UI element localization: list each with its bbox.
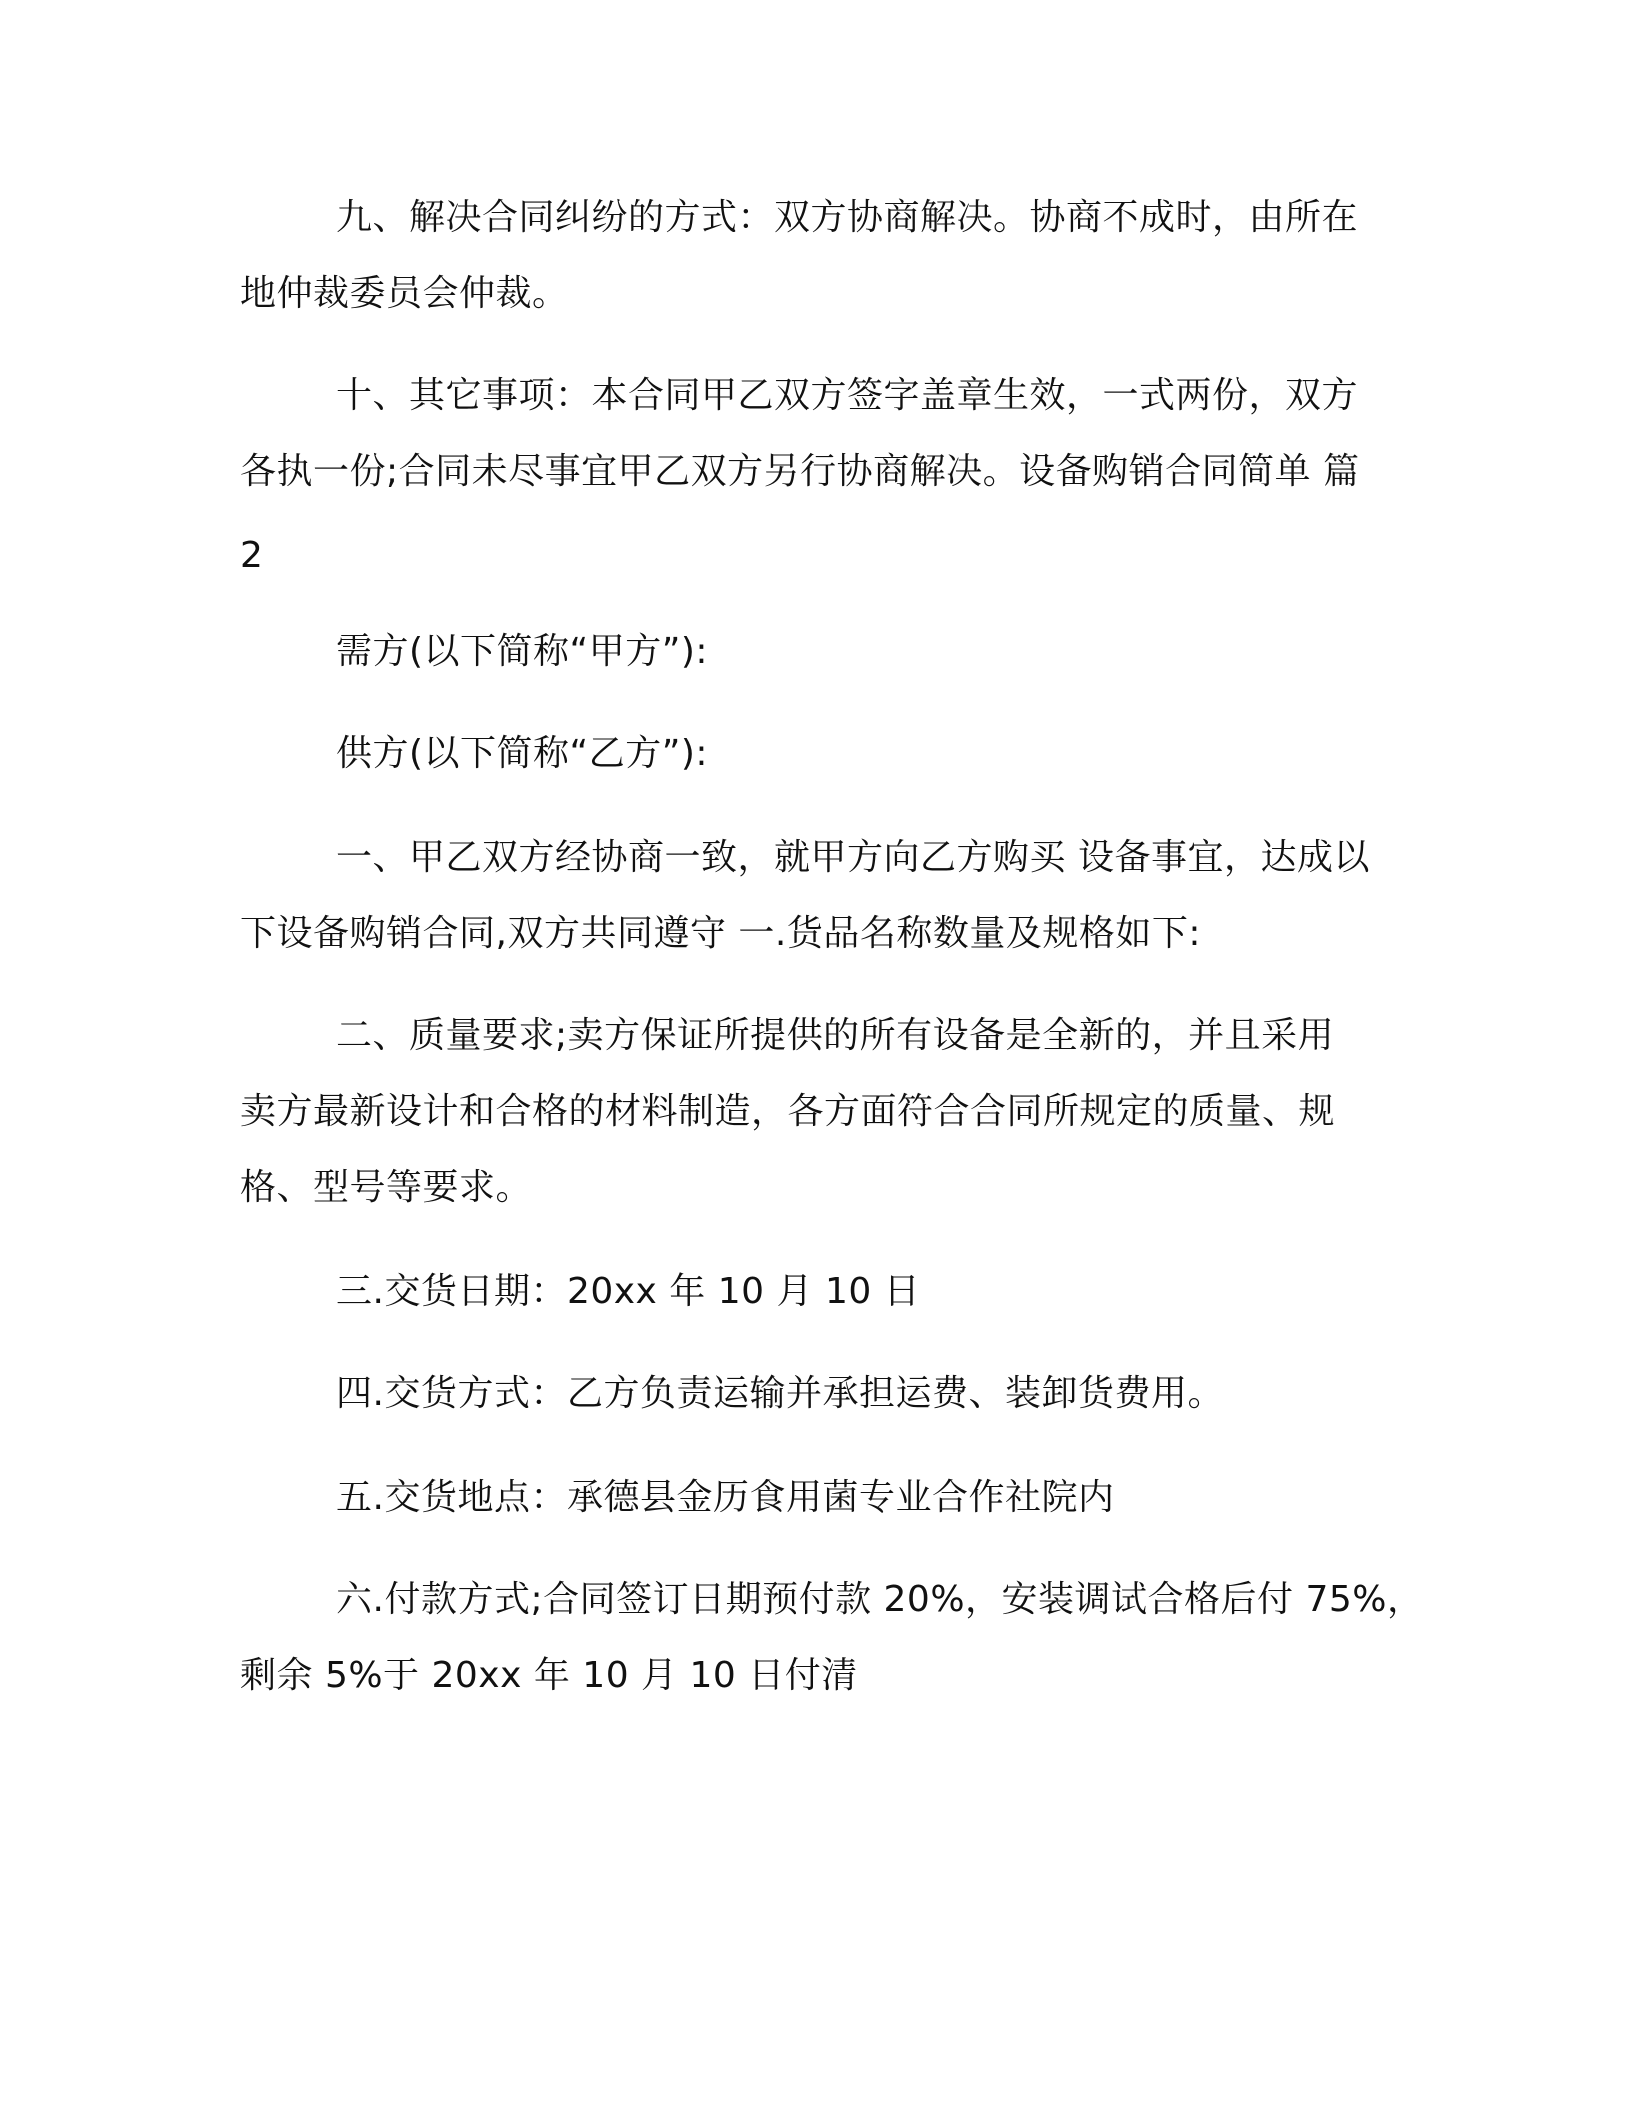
clause-2-line-1: 二、质量要求;卖方保证所提供的所有设备是全新的，并且采用 [336,1015,1335,1056]
paragraph-9-line-1: 九、解决合同纠纷的方式：双方协商解决。协商不成时，由所在 [336,197,1359,238]
clause-6-line-2: 剩余 5%于 20xx 年 10 月 10 日付清 [240,1655,858,1696]
buyer-line: 需方(以下简称“甲方”): [336,631,709,672]
clause-1-line-1: 一、甲乙双方经协商一致，就甲方向乙方购买 设备事宜，达成以 [336,837,1370,878]
clause-5-line: 五.交货地点：承德县金历食用菌专业合作社院内 [336,1477,1115,1518]
clause-1-line-2: 下设备购销合同,双方共同遵守 一.货品名称数量及规格如下: [240,913,1201,954]
paragraph-9-line-2: 地仲裁委员会仲裁。 [240,273,569,314]
paragraph-10-line-2: 各执一份;合同未尽事宜甲乙双方另行协商解决。设备购销合同简单 篇 [240,451,1360,492]
clause-2-line-3: 格、型号等要求。 [240,1167,533,1208]
paragraph-10-line-1: 十、其它事项：本合同甲乙双方签字盖章生效，一式两份，双方 [336,375,1359,416]
clause-2-line-2: 卖方最新设计和合格的材料制造，各方面符合合同所规定的质量、规 [240,1091,1336,1132]
clause-4-line: 四.交货方式：乙方负责运输并承担运费、装卸货费用。 [336,1373,1224,1414]
clause-3-line: 三.交货日期：20xx 年 10 月 10 日 [336,1271,921,1312]
clause-6-line-1: 六.付款方式;合同签订日期预付款 20%，安装调试合格后付 75%， [336,1579,1424,1620]
supplier-line: 供方(以下简称“乙方”): [336,733,709,774]
paragraph-10-line-3: 2 [240,535,264,576]
